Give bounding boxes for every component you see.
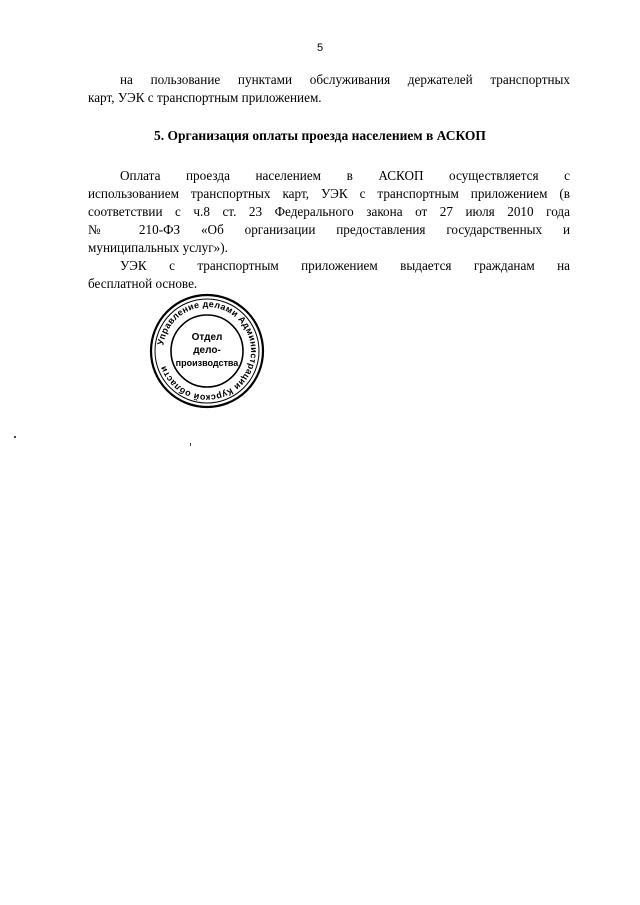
text-line: Оплата проезда населением в АСКОП осуществляется с (120, 168, 570, 183)
page-number: 5 (316, 42, 324, 54)
text-line: использованием транспортных карт, УЭК с транспортным приложением (в (88, 186, 570, 201)
text-line: бесплатной основе. (88, 276, 198, 291)
scan-speck (190, 443, 191, 446)
stamp-center-line: Отдел (191, 332, 223, 343)
text-line: карт, УЭК с транспортным приложением. (88, 90, 322, 105)
stamp-seal-icon (148, 292, 266, 410)
stamp-center-line: производства (175, 358, 239, 368)
section-heading: 5. Организация оплаты проезда населением в АСКОП (154, 128, 486, 143)
text-line: муниципальных услуг»). (88, 240, 228, 255)
text-line: соответствии с ч.8 ст. 23 Федерального закона от 27 июля 2010 года (88, 204, 570, 219)
stamp-center-line: дело- (193, 345, 221, 356)
text-line: на пользование пунктами обслуживания держателей транспортных (120, 72, 570, 87)
text-line: УЭК с транспортным приложением выдается гражданам на (120, 258, 570, 273)
official-stamp (148, 292, 266, 410)
stamp-ring-text: Управление делами Администрации Курской области (155, 298, 260, 404)
scan-speck (14, 436, 16, 438)
text-line: № 210-ФЗ «Об организации предоставления государственных и (88, 222, 570, 237)
